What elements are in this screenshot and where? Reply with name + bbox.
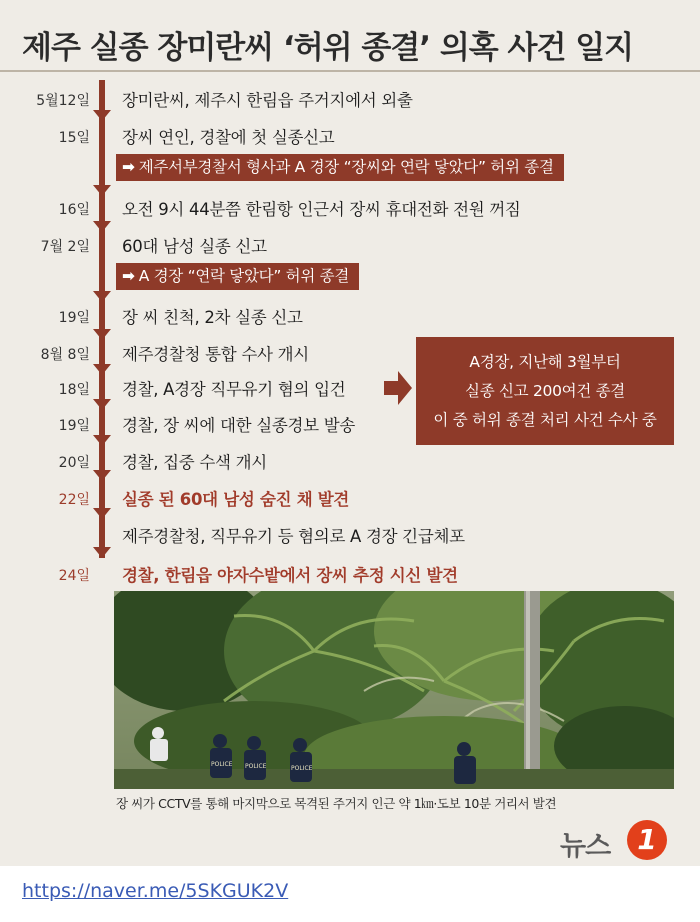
false-closure-banner [116, 154, 564, 181]
logo-text: 뉴스 [560, 831, 611, 862]
timeline-arrow-icon [93, 399, 111, 410]
timeline-arrow-icon [93, 110, 111, 121]
timeline-date: 22일 [58, 492, 90, 508]
title-divider [0, 70, 700, 72]
timeline-arrow-icon [93, 185, 111, 196]
timeline-arrow-icon [93, 435, 111, 446]
timeline-event: 실종 된 60대 남성 숨진 채 발견 [122, 490, 350, 509]
timeline-event: 장씨 연인, 경찰에 첫 실종신고 [122, 128, 335, 147]
timeline-date: 15일 [58, 130, 90, 146]
callout-line: A경장, 지난해 3월부터 [469, 353, 621, 371]
arrow-right-icon: ➡ [122, 267, 135, 285]
timeline-event: 경찰, 한림읍 야자수밭에서 장씨 추정 시신 발견 [122, 566, 458, 585]
timeline-arrow-icon [93, 547, 111, 558]
news1-logo [560, 818, 680, 864]
timeline-arrow-icon [93, 291, 111, 302]
timeline-date: 8월 8일 [40, 347, 90, 363]
police-vest-label: POLICE [291, 765, 313, 772]
timeline-event: 제주경찰청, 직무유기 등 혐의로 A 경장 긴급체포 [122, 527, 465, 546]
banner-text: A 경장 “연락 닿았다” 허위 종결 [138, 267, 349, 285]
timeline-date: 20일 [58, 455, 90, 471]
timeline-event: 경찰, 장 씨에 대한 실종경보 발송 [122, 416, 355, 435]
timeline-event: 경찰, 집중 수색 개시 [122, 453, 267, 472]
timeline-date: 7월 2일 [40, 239, 90, 255]
timeline-date: 19일 [58, 418, 90, 434]
timeline-arrow-icon [93, 221, 111, 232]
logo-badge: 1 [627, 820, 667, 860]
timeline-event: 장 씨 친척, 2차 실종 신고 [122, 308, 303, 327]
police-vest-label: POLICE [211, 761, 233, 768]
timeline-date: 5월12일 [36, 93, 90, 109]
false-closure-banner [116, 263, 359, 290]
source-link[interactable]: https://naver.me/5SKGUK2V [22, 880, 289, 902]
infographic-title: 제주 실종 장미란씨 ‘허위 종결’ 의혹 사건 일지 [22, 30, 634, 66]
timeline-event: 오전 9시 44분쯤 한림항 인근서 장씨 휴대전화 전원 꺼짐 [122, 200, 521, 219]
timeline-event: 제주경찰청 통합 수사 개시 [122, 345, 309, 364]
timeline-arrow-icon [93, 470, 111, 481]
timeline-date: 18일 [58, 382, 90, 398]
timeline-date: 16일 [58, 202, 90, 218]
timeline-arrow-icon [93, 508, 111, 519]
scene-photo [114, 591, 674, 789]
timeline-event: 60대 남성 실종 신고 [122, 237, 267, 256]
callout-line: 실종 신고 200여건 종결 [465, 382, 625, 400]
callout-line: 이 중 허위 종결 처리 사건 수사 중 [433, 411, 657, 429]
timeline-date: 19일 [58, 310, 90, 326]
timeline-arrow-icon [93, 329, 111, 340]
callout-arrow-icon [384, 371, 412, 405]
investigation-callout [416, 337, 674, 445]
photo-caption: 장 씨가 CCTV를 통해 마지막으로 목격된 주거지 인근 약 1㎞·도보 10분 거리서 발견 [116, 796, 557, 811]
timeline-event: 장미란씨, 제주시 한림읍 주거지에서 외출 [122, 91, 413, 110]
police-vest-label: POLICE [245, 763, 267, 770]
arrow-right-icon: ➡ [122, 158, 135, 176]
timeline-line [99, 80, 105, 558]
banner-text: 제주서부경찰서 형사과 A 경장 “장씨와 연락 닿았다” 허위 종결 [138, 158, 554, 176]
timeline-arrow-icon [93, 364, 111, 375]
timeline-date: 24일 [58, 568, 90, 584]
timeline-event: 경찰, A경장 직무유기 혐의 입건 [122, 380, 346, 399]
